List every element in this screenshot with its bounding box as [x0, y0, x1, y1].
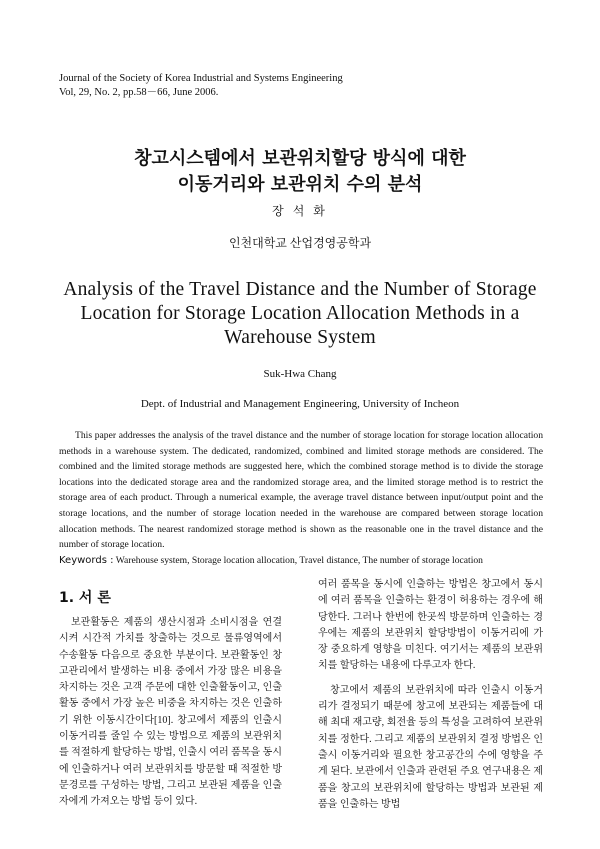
- body-paragraph: 보관활동은 제품의 생산시점과 소비시점을 연결시켜 시간적 가치를 창출하는 것으로 물류영역에서 수송활동 다음으로 중요한 부분이다. 보관활동인 창고관리에서 발생하는 비용 중에서 가장 많은 비용을 차지하는 것은 고객 주문에 대한 인출활동이고, 인출활동 중에서 가장 높은 비중을 차지하는 것은 인출하기 위한 이동시간이다[10]. 창고에서 제품의 인출시 이동거리를 줄일 수 있는 방법으로 제품의 보관위치를 적절하게 할당하는 방법, 인출시 여러 품목을 동시에 인출하거나 여러 보관위치를 방문할 때 적절한 방문경로를 구성하는 방법, 그리고 보관된 제품을 인출자에게 가져오는 방법 등이 있다.: [59, 617, 282, 808]
- english-author: Suk-Hwa Chang: [263, 368, 337, 380]
- korean-title-line-1: 창고시스템에서 보관위치할당 방식에 대한: [134, 148, 466, 169]
- keywords-label: Keywords :: [59, 555, 114, 566]
- journal-header: [59, 72, 343, 100]
- keywords: [59, 555, 559, 566]
- body-paragraph: 여러 품목을 동시에 인출하는 방법은 창고에서 동시에 여러 품목을 인출하는 환경이 허용하는 경우에 해당한다. 그러나 한번에 한곳씩 방문하며 인출하는 경우에는 제품의 보관위치 할당방법이 이동거리에 가장 중요하게 영향을 미친다. 여기서는 제품의 보관위치를 할당하는 내용에 다루고자 한다.: [318, 579, 543, 672]
- english-affiliation: Dept. of Industrial and Management Engineering, University of Incheon: [140, 398, 460, 410]
- english-title: Analysis of the Travel Distance and the Number of Storage Location for Storage Location Allocation Methods in a Warehouse System: [63, 279, 537, 348]
- korean-affiliation: 인천대학교 산업경영공학과: [228, 236, 372, 250]
- korean-title: [0, 146, 600, 198]
- body-paragraph: 창고에서 제품의 보관위치에 따라 인출시 이동거리가 결정되기 때문에 창고에 보관되는 제품들에 대해 최대 재고량, 회전율 등의 특성을 고려하여 보관위치를 정한다. 그리고 제품의 보관위치 결정 방법은 인출시 이동거리와 필요한 창고공간의 수에 영향을 주게 된다. 보관에서 인출과 관련된 주요 연구내용은 제품을 창고의 보관위치에 할당하는 방법과 보관된 제품을 인출하는 방법: [318, 684, 543, 810]
- keywords-text: Warehouse system, Storage location allocation, Travel distance, The number of storage location: [115, 555, 483, 566]
- section-heading: 1. 서 론: [59, 590, 111, 606]
- journal-volume: Vol, 29, No. 2, pp.58－66, June 2006.: [59, 87, 219, 98]
- right-column: [318, 577, 543, 813]
- left-column: [59, 577, 282, 811]
- korean-title-line-2: 이동거리와 보관위치 수의 분석: [177, 174, 423, 195]
- journal-name: Journal of the Society of Korea Industrial and Systems Engineering: [59, 73, 343, 84]
- abstract: This paper addresses the analysis of the travel distance and the number of storage location for storage location allocation methods in a warehouse system. The dedicated, randomized, combined and limited storage methods are considered. The combined and the limited storage methods are suggested here, which the combined storage method is to divide the storage locations into the dedicated storage area and the randomized storage area, and the limited storage method is to restrict the storage area of each product. Through a numerical example, the average travel distance between input/output point and the storage locations, and the number of storage location needed in the warehouse are compared between storage location allocation methods. The nearest randomized storage method is shown as the reasonable one in the travel distance and the number of storage location.: [59, 430, 543, 551]
- korean-author: 장 석 화: [272, 204, 328, 218]
